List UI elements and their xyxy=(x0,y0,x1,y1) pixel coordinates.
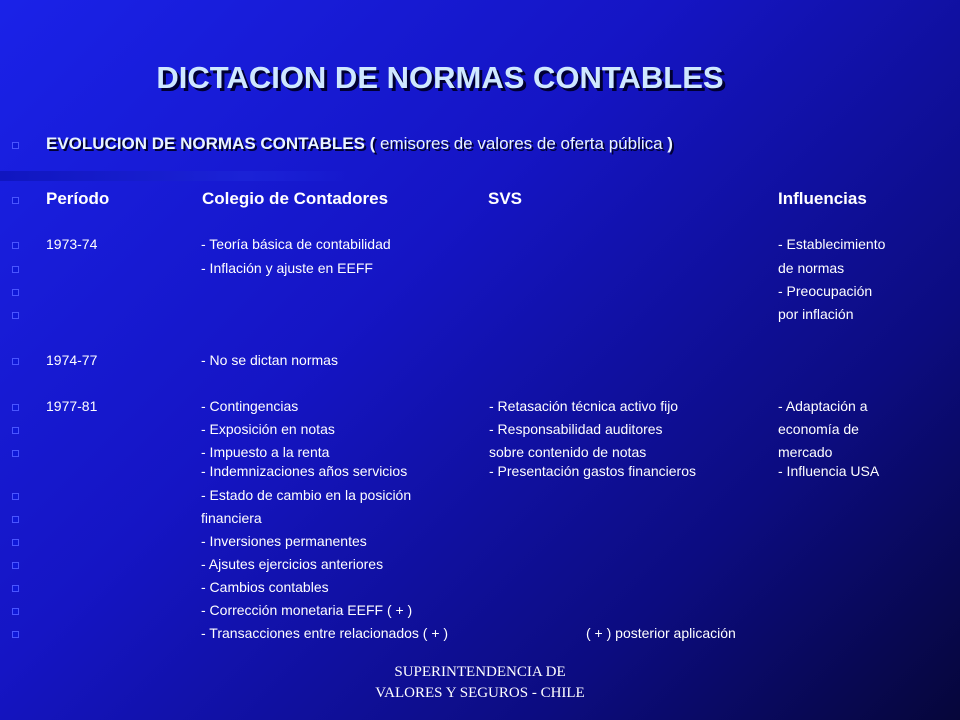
cell-colegio: - Ajsutes ejercicios anteriores xyxy=(201,556,384,572)
table-row xyxy=(0,487,960,507)
table-row xyxy=(0,579,960,599)
cell-influencias: - Establecimiento xyxy=(778,236,886,252)
table-row xyxy=(0,463,960,483)
bullet-icon xyxy=(12,404,19,411)
cell-colegio: - Exposición en notas xyxy=(201,421,335,437)
cell-svs: - Presentación gastos financieros xyxy=(489,463,696,479)
cell-influencias: de normas xyxy=(778,260,845,276)
cell-svs: sobre contenido de notas xyxy=(489,444,647,460)
column-header-colegio: Colegio de Contadores xyxy=(202,189,389,208)
bullet-icon xyxy=(12,427,19,434)
cell-colegio: - Teoría básica de contabilidad xyxy=(201,236,391,252)
cell-influencias: - Adaptación a xyxy=(778,398,868,414)
cell-colegio: - Contingencias xyxy=(201,398,299,414)
column-header-periodo: Período xyxy=(46,189,110,208)
table-row xyxy=(0,352,960,372)
table-row xyxy=(0,306,960,326)
separator-bar xyxy=(0,171,350,181)
column-header-influencias: Influencias xyxy=(778,189,867,208)
table-row xyxy=(0,510,960,530)
bullet-icon xyxy=(12,450,19,457)
slide-title: DICTACION DE NORMAS CONTABLES xyxy=(156,60,724,95)
cell-influencias: economía de xyxy=(778,421,859,437)
table-row xyxy=(0,260,960,280)
bullet-icon xyxy=(12,242,19,249)
bullet-icon xyxy=(12,493,19,500)
table-row xyxy=(0,236,960,256)
cell-colegio: - Inversiones permanentes xyxy=(201,533,367,549)
subtitle-paren-open: ( xyxy=(364,134,381,153)
cell-colegio: - Indemnizaciones años servicios xyxy=(201,463,408,479)
bullet-icon xyxy=(12,608,19,615)
bullet-icon xyxy=(12,585,19,592)
table-row xyxy=(0,283,960,303)
subtitle-bold: EVOLUCION DE NORMAS CONTABLES xyxy=(46,134,365,153)
cell-colegio: - Inflación y ajuste en EEFF xyxy=(201,260,373,276)
table-row xyxy=(0,421,960,441)
bullet-icon xyxy=(12,142,19,149)
subtitle-paren-close: ) xyxy=(662,134,673,153)
cell-influencias: mercado xyxy=(778,444,833,460)
table-row xyxy=(0,625,960,645)
cell-influencias: - Preocupación xyxy=(778,283,873,299)
cell-svs: - Retasación técnica activo fijo xyxy=(489,398,679,414)
table-row xyxy=(0,533,960,553)
cell-colegio: - Estado de cambio en la posición xyxy=(201,487,412,503)
cell-colegio: financiera xyxy=(201,510,262,526)
cell-influencias: por inflación xyxy=(778,306,854,322)
table-row xyxy=(0,556,960,576)
slide-subtitle xyxy=(46,134,673,154)
table-row xyxy=(0,602,960,622)
cell-periodo: 1977-81 xyxy=(46,398,98,414)
bullet-icon xyxy=(12,289,19,296)
cell-colegio: - Impuesto a la renta xyxy=(201,444,330,460)
bullet-icon xyxy=(12,562,19,569)
footer-line-1: SUPERINTENDENCIA DE xyxy=(394,664,566,680)
bullet-icon xyxy=(12,358,19,365)
column-header-svs: SVS xyxy=(488,189,523,208)
bullet-icon xyxy=(12,631,19,638)
footer-line-2: VALORES Y SEGUROS - CHILE xyxy=(375,685,585,701)
cell-colegio: - Corrección monetaria EEFF ( + ) xyxy=(201,602,413,618)
table-row xyxy=(0,444,960,464)
bullet-icon xyxy=(12,312,19,319)
bullet-icon xyxy=(12,516,19,523)
subtitle-normal: emisores de valores de oferta pública xyxy=(380,134,663,153)
cell-periodo: 1974-77 xyxy=(46,352,98,368)
cell-svs: ( + ) posterior aplicación xyxy=(586,625,736,641)
cell-colegio: - No se dictan normas xyxy=(201,352,338,368)
table-row xyxy=(0,398,960,418)
cell-periodo: 1973-74 xyxy=(46,236,98,252)
bullet-icon xyxy=(12,197,19,204)
cell-influencias: - Influencia USA xyxy=(778,463,880,479)
bullet-icon xyxy=(12,266,19,273)
cell-svs: - Responsabilidad auditores xyxy=(489,421,663,437)
bullet-icon xyxy=(12,539,19,546)
cell-colegio: - Cambios contables xyxy=(201,579,329,595)
cell-colegio: - Transacciones entre relacionados ( + ) xyxy=(201,625,449,641)
